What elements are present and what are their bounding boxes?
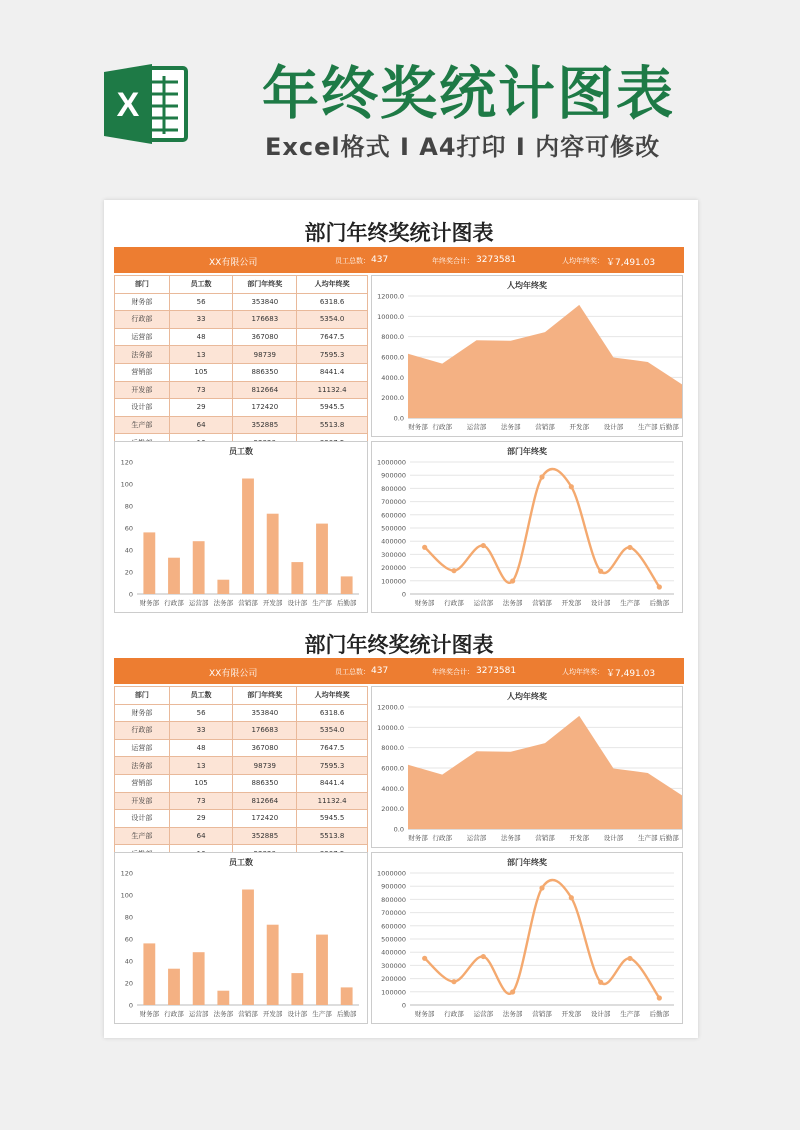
staff-bar-chart (114, 441, 368, 613)
bar (242, 479, 254, 595)
table-cell: 11132.4 (297, 792, 368, 810)
table-cell: 7647.5 (297, 328, 368, 346)
area-series (408, 716, 682, 829)
table-cell: 29 (169, 399, 233, 417)
table-cell: 105 (169, 774, 233, 792)
bar (316, 935, 328, 1005)
table-cell: 176683 (233, 722, 297, 740)
x-tick-label: 法务部 (501, 423, 521, 431)
bonus-avg-label: 人均年终奖： (562, 257, 604, 265)
data-point (539, 474, 544, 479)
table-header: 部门年终奖 (233, 687, 297, 705)
table-cell: 5513.8 (297, 827, 368, 845)
data-point (422, 956, 427, 961)
y-tick-label: 400000 (381, 537, 406, 546)
y-tick-label: 1000000 (377, 458, 406, 467)
x-tick-label: 财务部 (139, 599, 160, 607)
table-cell: 开发部 (115, 381, 170, 399)
y-tick-label: 600000 (381, 922, 406, 931)
table-cell: 353840 (233, 704, 297, 722)
bonus-avg-label: 人均年终奖： (562, 668, 604, 676)
table-cell: 运营部 (115, 739, 170, 757)
data-point (451, 568, 456, 573)
x-tick-label: 行政部 (432, 423, 452, 431)
top-banner (0, 0, 800, 195)
table-row (115, 416, 368, 434)
table-cell: 64 (169, 827, 233, 845)
table-cell: 105 (169, 363, 233, 381)
table-cell: 56 (169, 704, 233, 722)
y-tick-label: 10000.0 (377, 312, 404, 321)
y-tick-label: 2000.0 (381, 805, 404, 814)
x-tick-label: 设计部 (603, 423, 624, 431)
table-header: 部门 (115, 276, 170, 294)
table-cell: 172420 (233, 399, 297, 417)
table-cell: 8441.4 (297, 774, 368, 792)
x-tick-label: 后勤部 (649, 1010, 670, 1018)
y-tick-label: 0 (128, 1001, 133, 1010)
table-cell: 运营部 (115, 328, 170, 346)
y-tick-label: 100 (120, 480, 133, 489)
chart-title: 人均年终奖 (507, 692, 547, 701)
y-tick-label: 6000.0 (381, 764, 404, 773)
excel-icon (100, 58, 192, 150)
table-row (115, 774, 368, 792)
bar (168, 969, 180, 1005)
bar (316, 524, 328, 594)
table-cell: 73 (169, 792, 233, 810)
data-point (510, 578, 515, 583)
bar (143, 532, 155, 594)
x-tick-label: 生产部 (312, 599, 332, 607)
y-tick-label: 10000.0 (377, 723, 404, 732)
x-tick-label: 开发部 (569, 423, 589, 431)
y-tick-label: 0.0 (393, 825, 404, 834)
x-tick-label: 营销部 (535, 834, 555, 842)
table-row (115, 704, 368, 722)
y-tick-label: 400000 (381, 948, 406, 957)
x-tick-label: 开发部 (262, 1010, 283, 1018)
data-point (539, 885, 544, 890)
bar (143, 943, 155, 1005)
y-tick-label: 4000.0 (381, 373, 404, 382)
x-tick-label: 财务部 (139, 1010, 160, 1018)
table-row (115, 293, 368, 311)
summary-bar (114, 658, 684, 684)
x-tick-label: 生产部 (638, 423, 658, 431)
table-cell: 176683 (233, 311, 297, 329)
table-cell: 367080 (233, 739, 297, 757)
x-tick-label: 财务部 (408, 423, 428, 431)
x-tick-label: 法务部 (501, 834, 521, 842)
x-tick-label: 财务部 (408, 834, 428, 842)
y-tick-label: 120 (120, 869, 133, 878)
table-cell: 营销部 (115, 774, 170, 792)
y-tick-label: 8000.0 (381, 333, 404, 342)
x-tick-label: 运营部 (466, 834, 487, 842)
table-row (115, 381, 368, 399)
y-tick-label: 80 (124, 913, 133, 922)
staff-total-value: 437 (371, 255, 389, 265)
bar (291, 562, 303, 594)
staff-bar-chart (114, 852, 368, 1024)
chart-title: 部门年终奖 (507, 858, 547, 867)
x-tick-label: 开发部 (569, 834, 589, 842)
table-cell: 5945.5 (297, 810, 368, 828)
bonus-total-label: 年终奖合计： (432, 257, 474, 265)
table-row (115, 810, 368, 828)
table-cell: 352885 (233, 416, 297, 434)
y-tick-label: 600000 (381, 511, 406, 520)
x-tick-label: 营销部 (535, 423, 555, 431)
x-tick-label: 生产部 (620, 1010, 640, 1018)
table-cell: 13 (169, 346, 233, 364)
x-tick-label: 运营部 (188, 599, 209, 607)
bar (341, 576, 353, 594)
table-cell: 财务部 (115, 704, 170, 722)
data-point (481, 543, 486, 548)
table-cell: 5513.8 (297, 416, 368, 434)
data-point (569, 484, 574, 489)
x-tick-label: 财务部 (414, 599, 435, 607)
table-header: 人均年终奖 (297, 276, 368, 294)
table-cell: 172420 (233, 810, 297, 828)
table-cell: 33 (169, 311, 233, 329)
department-table (114, 275, 368, 452)
y-tick-label: 80 (124, 502, 133, 511)
x-tick-label: 运营部 (188, 1010, 209, 1018)
table-row (115, 792, 368, 810)
svg-text:X: X (116, 86, 140, 124)
staff-total-value: 437 (371, 666, 389, 676)
x-tick-label: 设计部 (590, 1010, 611, 1018)
y-tick-label: 60 (124, 524, 133, 533)
y-tick-label: 700000 (381, 498, 406, 507)
x-tick-label: 开发部 (262, 599, 283, 607)
table-cell: 353840 (233, 293, 297, 311)
data-point (569, 895, 574, 900)
x-tick-label: 后勤部 (649, 599, 670, 607)
chart-title: 部门年终奖 (507, 447, 547, 456)
y-tick-label: 2000.0 (381, 394, 404, 403)
table-cell: 营销部 (115, 363, 170, 381)
y-tick-label: 500000 (381, 935, 406, 944)
data-point (481, 954, 486, 959)
table-cell: 财务部 (115, 293, 170, 311)
y-tick-label: 0 (128, 590, 133, 599)
y-tick-label: 120 (120, 458, 133, 467)
x-tick-label: 法务部 (213, 1010, 234, 1018)
x-tick-label: 运营部 (466, 423, 487, 431)
table-cell: 812664 (233, 792, 297, 810)
chart-title: 员工数 (229, 447, 253, 456)
x-tick-label: 行政部 (164, 1010, 184, 1018)
chart-title: 人均年终奖 (507, 281, 547, 290)
avg-bonus-area-chart (371, 686, 683, 848)
table-header: 员工数 (169, 276, 233, 294)
y-tick-label: 800000 (381, 484, 406, 493)
table-cell: 56 (169, 293, 233, 311)
y-tick-label: 20 (124, 568, 133, 577)
chart-title: 员工数 (229, 858, 253, 867)
x-tick-label: 行政部 (444, 599, 464, 607)
table-cell: 行政部 (115, 311, 170, 329)
x-tick-label: 设计部 (287, 599, 308, 607)
data-point (598, 569, 603, 574)
x-tick-label: 营销部 (238, 599, 258, 607)
bonus-total-value: 3273581 (476, 666, 517, 676)
x-tick-label: 生产部 (638, 834, 658, 842)
bar (193, 541, 205, 594)
dept-bonus-line-chart (371, 441, 683, 613)
table-row (115, 399, 368, 417)
bonus-avg-value: ￥7,491.03 (606, 669, 656, 679)
x-tick-label: 财务部 (414, 1010, 435, 1018)
section-title: 部门年终奖统计图表 (304, 633, 494, 657)
table-row (115, 328, 368, 346)
table-row (115, 363, 368, 381)
summary-bar (114, 247, 684, 273)
x-tick-label: 营销部 (532, 1010, 552, 1018)
table-cell: 886350 (233, 363, 297, 381)
data-point (451, 979, 456, 984)
table-cell: 98739 (233, 757, 297, 775)
table-row (115, 311, 368, 329)
table-row (115, 346, 368, 364)
x-tick-label: 运营部 (473, 599, 494, 607)
data-point (657, 584, 662, 589)
y-tick-label: 12000.0 (377, 292, 404, 301)
data-point (598, 980, 603, 985)
x-tick-label: 设计部 (590, 599, 611, 607)
x-tick-label: 后勤部 (336, 599, 357, 607)
x-tick-label: 营销部 (532, 599, 552, 607)
bar (291, 973, 303, 1005)
table-cell: 法务部 (115, 346, 170, 364)
table-cell: 5354.0 (297, 311, 368, 329)
x-tick-label: 后勤部 (659, 834, 679, 842)
table-cell: 设计部 (115, 399, 170, 417)
y-tick-label: 200000 (381, 564, 406, 573)
x-tick-label: 行政部 (432, 834, 452, 842)
x-tick-label: 设计部 (603, 834, 624, 842)
bar (193, 952, 205, 1005)
bar (217, 580, 229, 594)
table-cell: 352885 (233, 827, 297, 845)
staff-total-label: 员工总数： (335, 257, 370, 265)
bar (242, 890, 254, 1006)
y-tick-label: 40 (124, 546, 133, 555)
table-cell: 法务部 (115, 757, 170, 775)
bar (341, 987, 353, 1005)
bonus-total-label: 年终奖合计： (432, 668, 474, 676)
table-cell: 98739 (233, 346, 297, 364)
x-tick-label: 营销部 (238, 1010, 258, 1018)
y-tick-label: 300000 (381, 961, 406, 970)
x-tick-label: 后勤部 (659, 423, 679, 431)
y-tick-label: 6000.0 (381, 353, 404, 362)
y-tick-label: 700000 (381, 909, 406, 918)
table-cell: 7647.5 (297, 739, 368, 757)
x-tick-label: 法务部 (502, 599, 523, 607)
bar (168, 558, 180, 594)
table-cell: 48 (169, 739, 233, 757)
table-cell: 生产部 (115, 416, 170, 434)
data-point (510, 989, 515, 994)
table-cell: 367080 (233, 328, 297, 346)
table-cell: 6318.6 (297, 293, 368, 311)
y-tick-label: 60 (124, 935, 133, 944)
table-header: 员工数 (169, 687, 233, 705)
y-tick-label: 100000 (381, 988, 406, 997)
y-tick-label: 300000 (381, 550, 406, 559)
company-name: XX有限公司 (209, 258, 258, 268)
x-tick-label: 设计部 (287, 1010, 308, 1018)
x-tick-label: 生产部 (620, 599, 640, 607)
staff-total-label: 员工总数： (335, 668, 370, 676)
table-row (115, 757, 368, 775)
table-row (115, 827, 368, 845)
data-point (627, 545, 632, 550)
bonus-avg-value: ￥7,491.03 (606, 258, 656, 268)
table-cell: 7595.3 (297, 346, 368, 364)
table-cell: 5945.5 (297, 399, 368, 417)
department-table (114, 686, 368, 863)
bonus-total-value: 3273581 (476, 255, 517, 265)
area-series (408, 305, 682, 418)
table-header: 部门 (115, 687, 170, 705)
table-cell: 生产部 (115, 827, 170, 845)
y-tick-label: 800000 (381, 895, 406, 904)
y-tick-label: 40 (124, 957, 133, 966)
data-point (627, 956, 632, 961)
table-cell: 73 (169, 381, 233, 399)
x-tick-label: 生产部 (312, 1010, 332, 1018)
y-tick-label: 12000.0 (377, 703, 404, 712)
y-tick-label: 0 (401, 590, 406, 599)
table-row (115, 722, 368, 740)
y-tick-label: 100000 (381, 577, 406, 586)
y-tick-label: 500000 (381, 524, 406, 533)
table-cell: 11132.4 (297, 381, 368, 399)
x-tick-label: 后勤部 (336, 1010, 357, 1018)
bar (217, 991, 229, 1005)
y-tick-label: 900000 (381, 471, 406, 480)
table-row (115, 739, 368, 757)
table-cell: 64 (169, 416, 233, 434)
y-tick-label: 20 (124, 979, 133, 988)
y-tick-label: 100 (120, 891, 133, 900)
table-cell: 7595.3 (297, 757, 368, 775)
table-cell: 开发部 (115, 792, 170, 810)
table-cell: 48 (169, 328, 233, 346)
table-cell: 5354.0 (297, 722, 368, 740)
x-tick-label: 法务部 (213, 599, 234, 607)
x-tick-label: 开发部 (561, 599, 582, 607)
table-cell: 29 (169, 810, 233, 828)
bar (267, 925, 279, 1005)
x-tick-label: 开发部 (561, 1010, 582, 1018)
table-cell: 行政部 (115, 722, 170, 740)
company-name: XX有限公司 (209, 669, 258, 679)
table-cell: 13 (169, 757, 233, 775)
y-tick-label: 4000.0 (381, 784, 404, 793)
page-title: 年终奖统计图表 (262, 61, 675, 127)
x-tick-label: 行政部 (444, 1010, 464, 1018)
table-cell: 6318.6 (297, 704, 368, 722)
y-tick-label: 1000000 (377, 869, 406, 878)
y-tick-label: 8000.0 (381, 744, 404, 753)
page-subtitle: Excel格式 I A4打印 I 内容可修改 (265, 133, 661, 161)
avg-bonus-area-chart (371, 275, 683, 437)
x-tick-label: 法务部 (502, 1010, 523, 1018)
table-header: 部门年终奖 (233, 276, 297, 294)
y-tick-label: 900000 (381, 882, 406, 891)
y-tick-label: 0 (401, 1001, 406, 1010)
data-point (657, 995, 662, 1000)
table-cell: 886350 (233, 774, 297, 792)
table-cell: 33 (169, 722, 233, 740)
x-tick-label: 行政部 (164, 599, 184, 607)
table-cell: 8441.4 (297, 363, 368, 381)
section-title: 部门年终奖统计图表 (304, 221, 494, 245)
x-tick-label: 运营部 (473, 1010, 494, 1018)
y-tick-label: 0.0 (393, 414, 404, 423)
bar (267, 514, 279, 594)
table-cell: 设计部 (115, 810, 170, 828)
table-header: 人均年终奖 (297, 687, 368, 705)
data-point (422, 545, 427, 550)
table-cell: 812664 (233, 381, 297, 399)
dept-bonus-line-chart (371, 852, 683, 1024)
y-tick-label: 200000 (381, 975, 406, 984)
